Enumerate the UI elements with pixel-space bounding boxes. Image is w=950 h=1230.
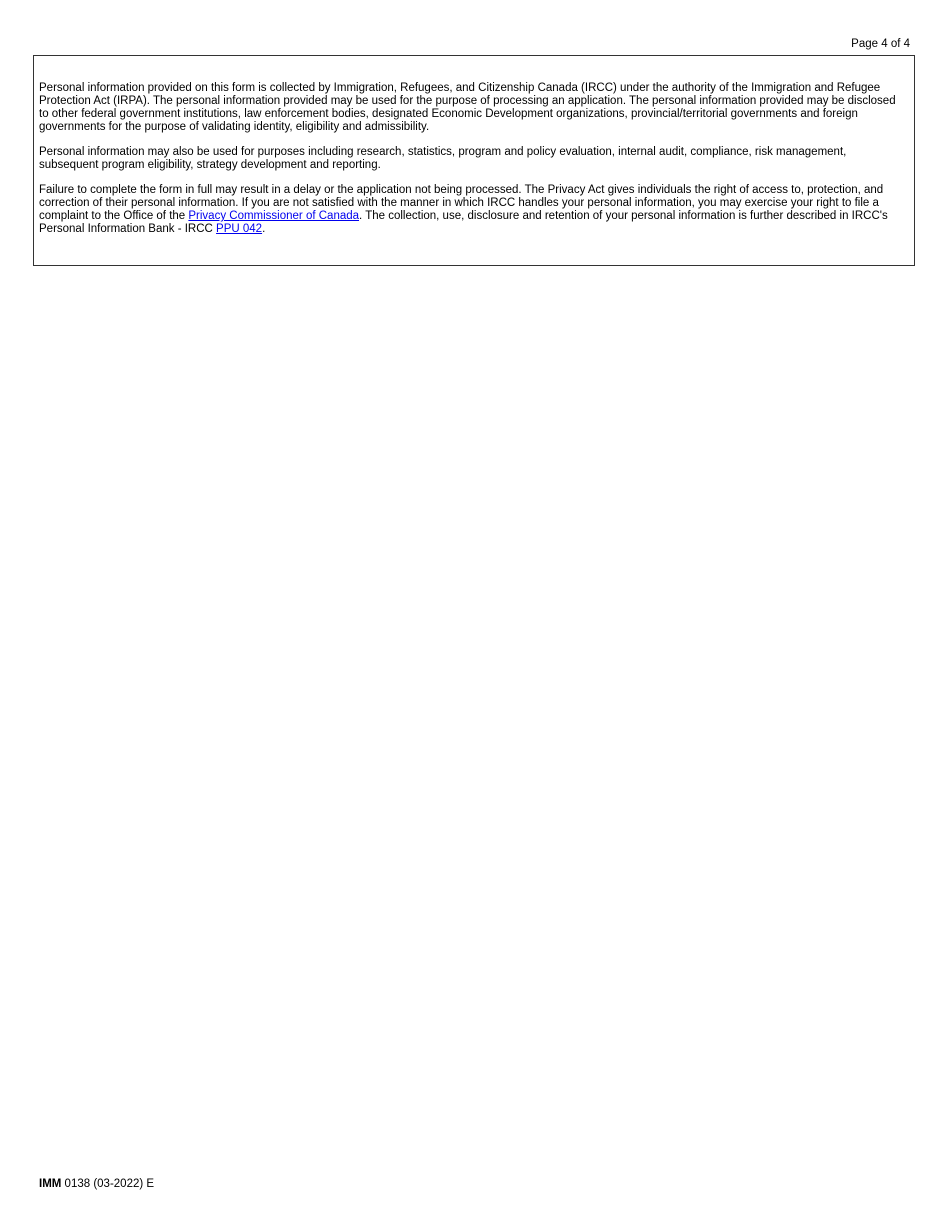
privacy-paragraph-uses: Personal information may also be used for purposes including research, statistics, program and policy evaluation, internal audit, compliance, risk management, subsequent program eligibility, strategy development and reporting.	[39, 146, 847, 171]
ppu-042-link[interactable]: PPU 042	[216, 223, 263, 235]
privacy-end-period: .	[262, 223, 266, 235]
form-identifier	[39, 1177, 154, 1191]
privacy-bank-text: . The collection, use, disclosure and retention of your personal information is further described in IRCC's Personal Information Bank - IRCC	[39, 210, 888, 235]
privacy-paragraph-rights	[39, 184, 904, 236]
page-number: Page 4 of 4	[851, 38, 910, 50]
form-code: IMM	[39, 1178, 62, 1190]
privacy-paragraph-collection: Personal information provided on this form is collected by Immigration, Refugees, and Citizenship Canada (IRCC) under the authority of the Immigration and Refugee Protection Act (IRPA). The personal information provided may be used for the purpose of processing an application. The personal information provided may be disclosed to other federal government institutions, law enforcement bodies, designated Economic Development organizations, provincial/territorial governments and foreign governments for the purpose of validating identity, eligibility and admissibility.	[39, 82, 896, 133]
privacy-notice-box	[33, 55, 915, 266]
privacy-commissioner-link[interactable]: Privacy Commissioner of Canada	[188, 210, 360, 222]
form-version: 0138 (03-2022) E	[61, 1178, 155, 1190]
privacy-rights-text: Failure to complete the form in full may result in a delay or the application not being processed. The Privacy Act gives individuals the right of access to, protection, and correction of their personal information. If you are not satisfied with the manner in which IRCC handles your personal information, you may exercise your right to file a complaint to the Office of the	[39, 184, 884, 222]
